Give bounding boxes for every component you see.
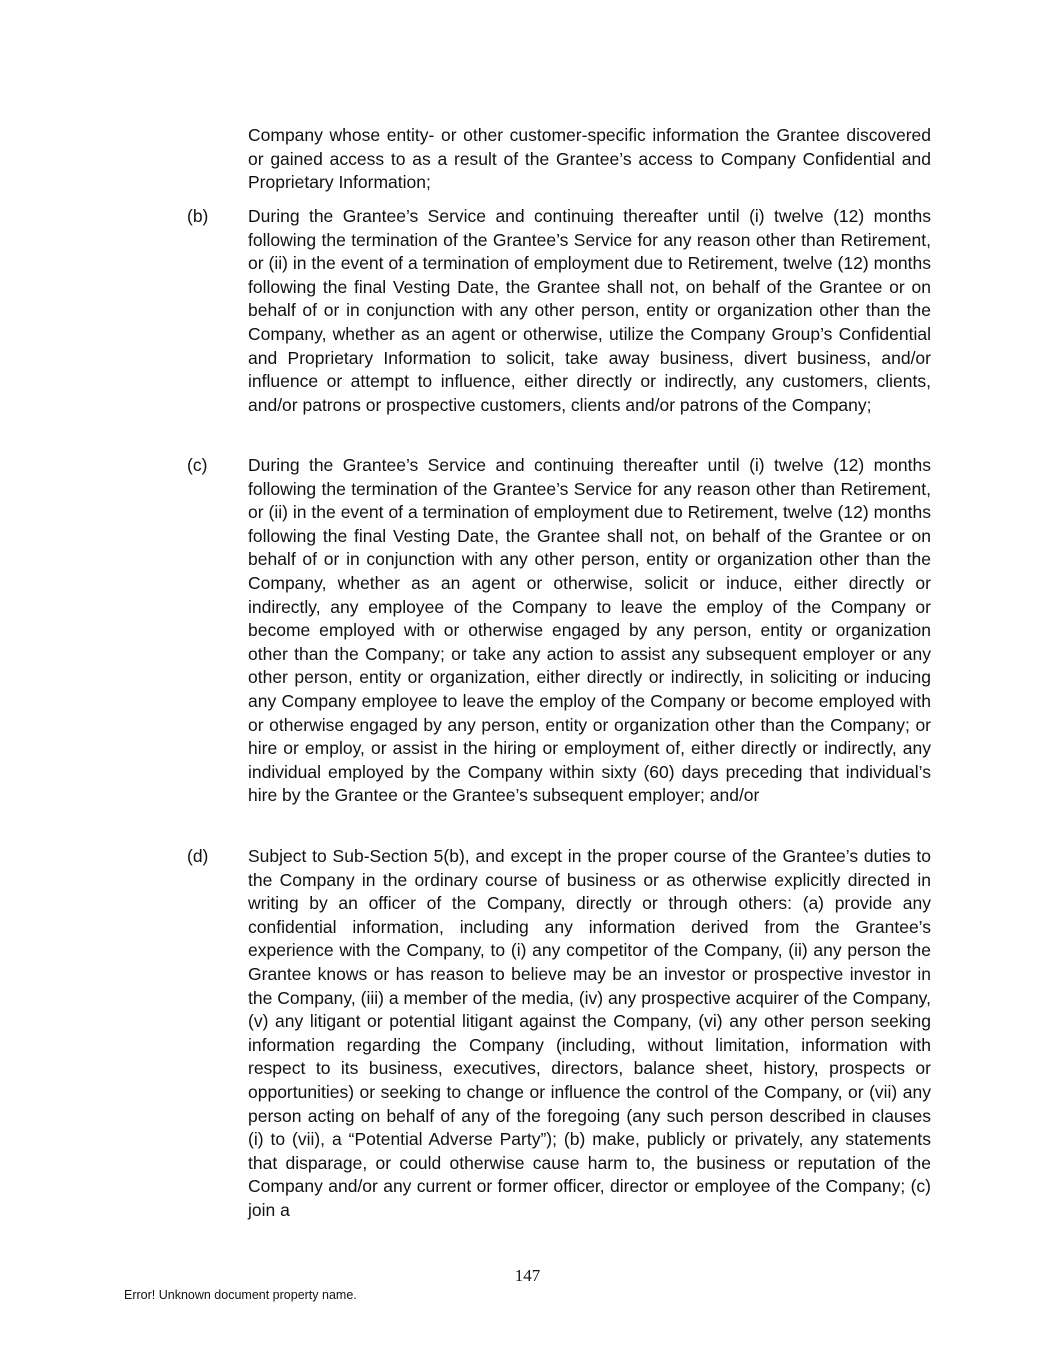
clause-text-c: During the Grantee’s Service and continuing thereafter until (i) twelve (12) months following the termination of the Grantee’s Service for any reason other than Retirement, or (ii) in the event of a termination of employment due to Retirement, twelve (12) months following the final Vesting Date, the Grantee shall not, on behalf of the Grantee or on behalf of or in conjunction with any other person, entity or organization other than the Company, whether as an agent or otherwise, solicit or induce, either directly or indirectly, any employee of the Company to leave the employ of the Company or become employed with or otherwise engaged by any person, entity or organization other than the Company; or take any action to assist any subsequent employer or any other person, entity or organization, either directly or indirectly, in soliciting or inducing any Company employee to leave the employ of the Company or become employed with or otherwise engaged by any person, entity or organization other than the Company; or hire or employ, or assist in the hiring or employment of, either directly or indirectly, any individual employed by the Company within sixty (60) days preceding that individual’s hire by the Grantee or the Grantee’s subsequent employer; and/or [248, 455, 931, 806]
page-number: 147 [514, 1266, 541, 1285]
clause-label-b: (b) [187, 206, 209, 226]
clause-label-d: (d) [187, 846, 209, 866]
footer-note: Error! Unknown document property name. [124, 1288, 357, 1302]
clause-label-c: (c) [187, 455, 208, 475]
intro-paragraph: Company whose entity- or other customer-specific information the Grantee discovered or gained access to as a result of the Grantee’s access to Company Confidential and Proprietary Information; [248, 125, 931, 193]
clause-text-d: Subject to Sub-Section 5(b), and except in the proper course of the Grantee’s duties to the Company in the ordinary course of business or as otherwise explicitly directed in writing by an officer of the Company, directly or through others: (a) provide any confidential information, including any information derived from the Grantee’s experience with the Company, to (i) any competitor of the Company, (ii) any person the Grantee knows or has reason to believe may be an investor or prospective investor in the Company, (iii) a member of the media, (iv) any prospective acquirer of the Company, (v) any litigant or potential litigant against the Company, (vi) any other person seeking information regarding the Company (including, without limitation, information with respect to its business, executives, directors, balance sheet, history, prospects or opportunities) or seeking to change or influence the control of the Company, or (vii) any person acting on behalf of any of the foregoing (any such person described in clauses (i) to (vii), a “Potential Adverse Party”); (b) make, publicly or privately, any statements that disparage, or could otherwise cause harm to, the business or reputation of the Company and/or any current or former officer, director or employee of the Company; (c) join a [248, 846, 931, 1220]
clause-text-b: During the Grantee’s Service and continuing thereafter until (i) twelve (12) months following the termination of the Grantee’s Service for any reason other than Retirement, or (ii) in the event of a termination of employment due to Retirement, twelve (12) months following the final Vesting Date, the Grantee shall not, on behalf of the Grantee or on behalf of or in conjunction with any other person, entity or organization other than the Company, whether as an agent or otherwise, utilize the Company Group’s Confidential and Proprietary Information to solicit, take away business, divert business, and/or influence or attempt to influence, either directly or indirectly, any customers, clients, and/or patrons or prospective customers, clients and/or patrons of the Company; [248, 206, 931, 415]
